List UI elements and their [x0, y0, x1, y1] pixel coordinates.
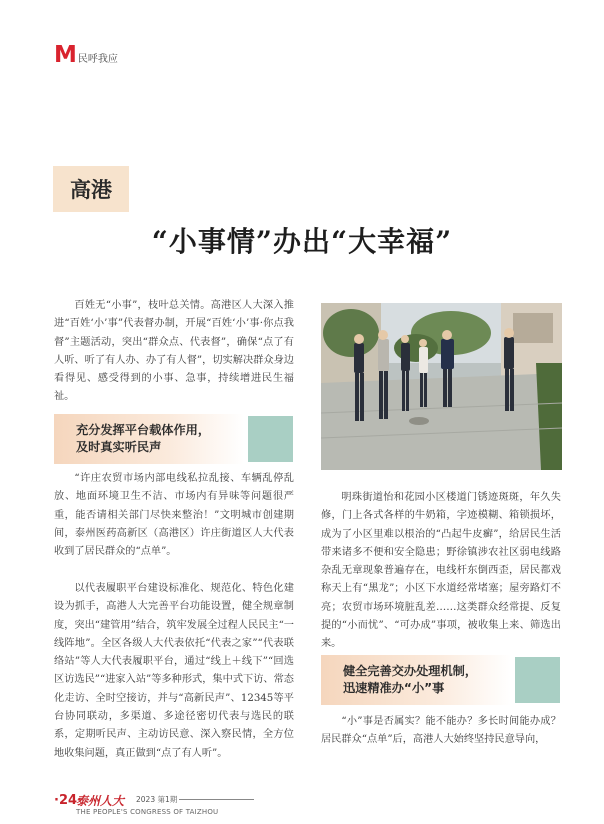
page-footer [54, 793, 254, 821]
subhead-1 [54, 414, 294, 464]
subhead-2-line1: 健全完善交办处理机制， [343, 664, 478, 678]
magazine-english-name: THE PEOPLE'S CONGRESS OF TAIZHOU [76, 808, 219, 816]
subhead-1-line2: 及时真实听民声 [76, 440, 162, 454]
subhead-2-line2: 迅速精准办“小”事 [343, 681, 445, 695]
footer-rule [179, 799, 254, 800]
lead-paragraph: 百姓无“小事”，枝叶总关情。高港区人大深入推进“百姓‘小’事”代表督办制，开展“百姓‘小’事·你点我督”主题活动，突出“群众点、代表督”，确保“点了有人听、听了有人办、办了有人督”，切实解决群众身边看得见、感受得到的小事、急事，持续增进民生福祉。 [54, 300, 294, 403]
subhead-accent-square [248, 416, 293, 462]
subhead-accent-square [515, 657, 560, 703]
photo-illustration [321, 303, 562, 470]
subhead-1-line1: 充分发挥平台载体作用， [76, 423, 211, 437]
body-paragraph-right-1: 明珠街道怡和花园小区楼道门锈迹斑斑，年久失修，门上各式各样的牛奶箱，字迹模糊、箱锁损坏，成为了小区里难以根治的“凸起牛皮癣”，给居民生活带来诸多不便和安全隐患；野徐镇涉农社区弱电线路杂乱无章现象普遍存在，电线杆东倒西歪，居民都戏称天上有“黑龙”；小区下水道经常堵塞；屋旁路灯不亮；农贸市场环境脏乱差……这类群众经常提、反复提的“小而忧”、“可办成”事项，被收集上来、筛选出来。 [321, 492, 561, 650]
region-label: 高港 [53, 166, 129, 212]
article-headline: “小事情”办出“大幸福” [151, 225, 453, 258]
body-paragraph-right-2: “小”事是否属实？能不能办？多长时间能办成？居民群众“点单”后，高港人大始终坚持民意导向， [321, 716, 561, 746]
issue-number: 2023 第1期 [136, 795, 178, 804]
section-title: 民呼我应 [77, 54, 118, 65]
section-letter: M [54, 42, 76, 68]
subhead-2 [321, 655, 561, 705]
section-tag [54, 44, 118, 67]
article-photo [321, 303, 562, 470]
page-number: ·24· [54, 793, 82, 808]
magazine-name: 泰州人大 [76, 794, 125, 808]
body-paragraph-left-1: “许庄农贸市场内部电线私拉乱接、车辆乱停乱放、地面环境卫生不洁、市场内有异味等问题很严重，能否请相关部门尽快来整治！”文明城市创建期间，泰州医药高新区（高港区）许庄街道区人大代表收到了居民群众的“点单”。 [54, 473, 294, 558]
body-paragraph-left-2: 以代表履职平台建设标准化、规范化、特色化建设为抓手，高港人大完善平台功能设置，健全规章制度，突出“建管用”结合，筑牢发展全过程人民民主“一线阵地”。全区各级人大代表依托“代表之家”“代表联络站”等人大代表履职平台，通过“线上＋线下”“回选区访选民”“进家入站”等多种形式，集中式下访、常态化走访、全时空接访，并与“高新民声”、12345等平台协同联动，多渠道、多途径密切代表与选民的联系，定期听民声、主动访民意、深入察民情，全方位地收集问题，真正做到“点了有人听”。 [54, 583, 294, 759]
